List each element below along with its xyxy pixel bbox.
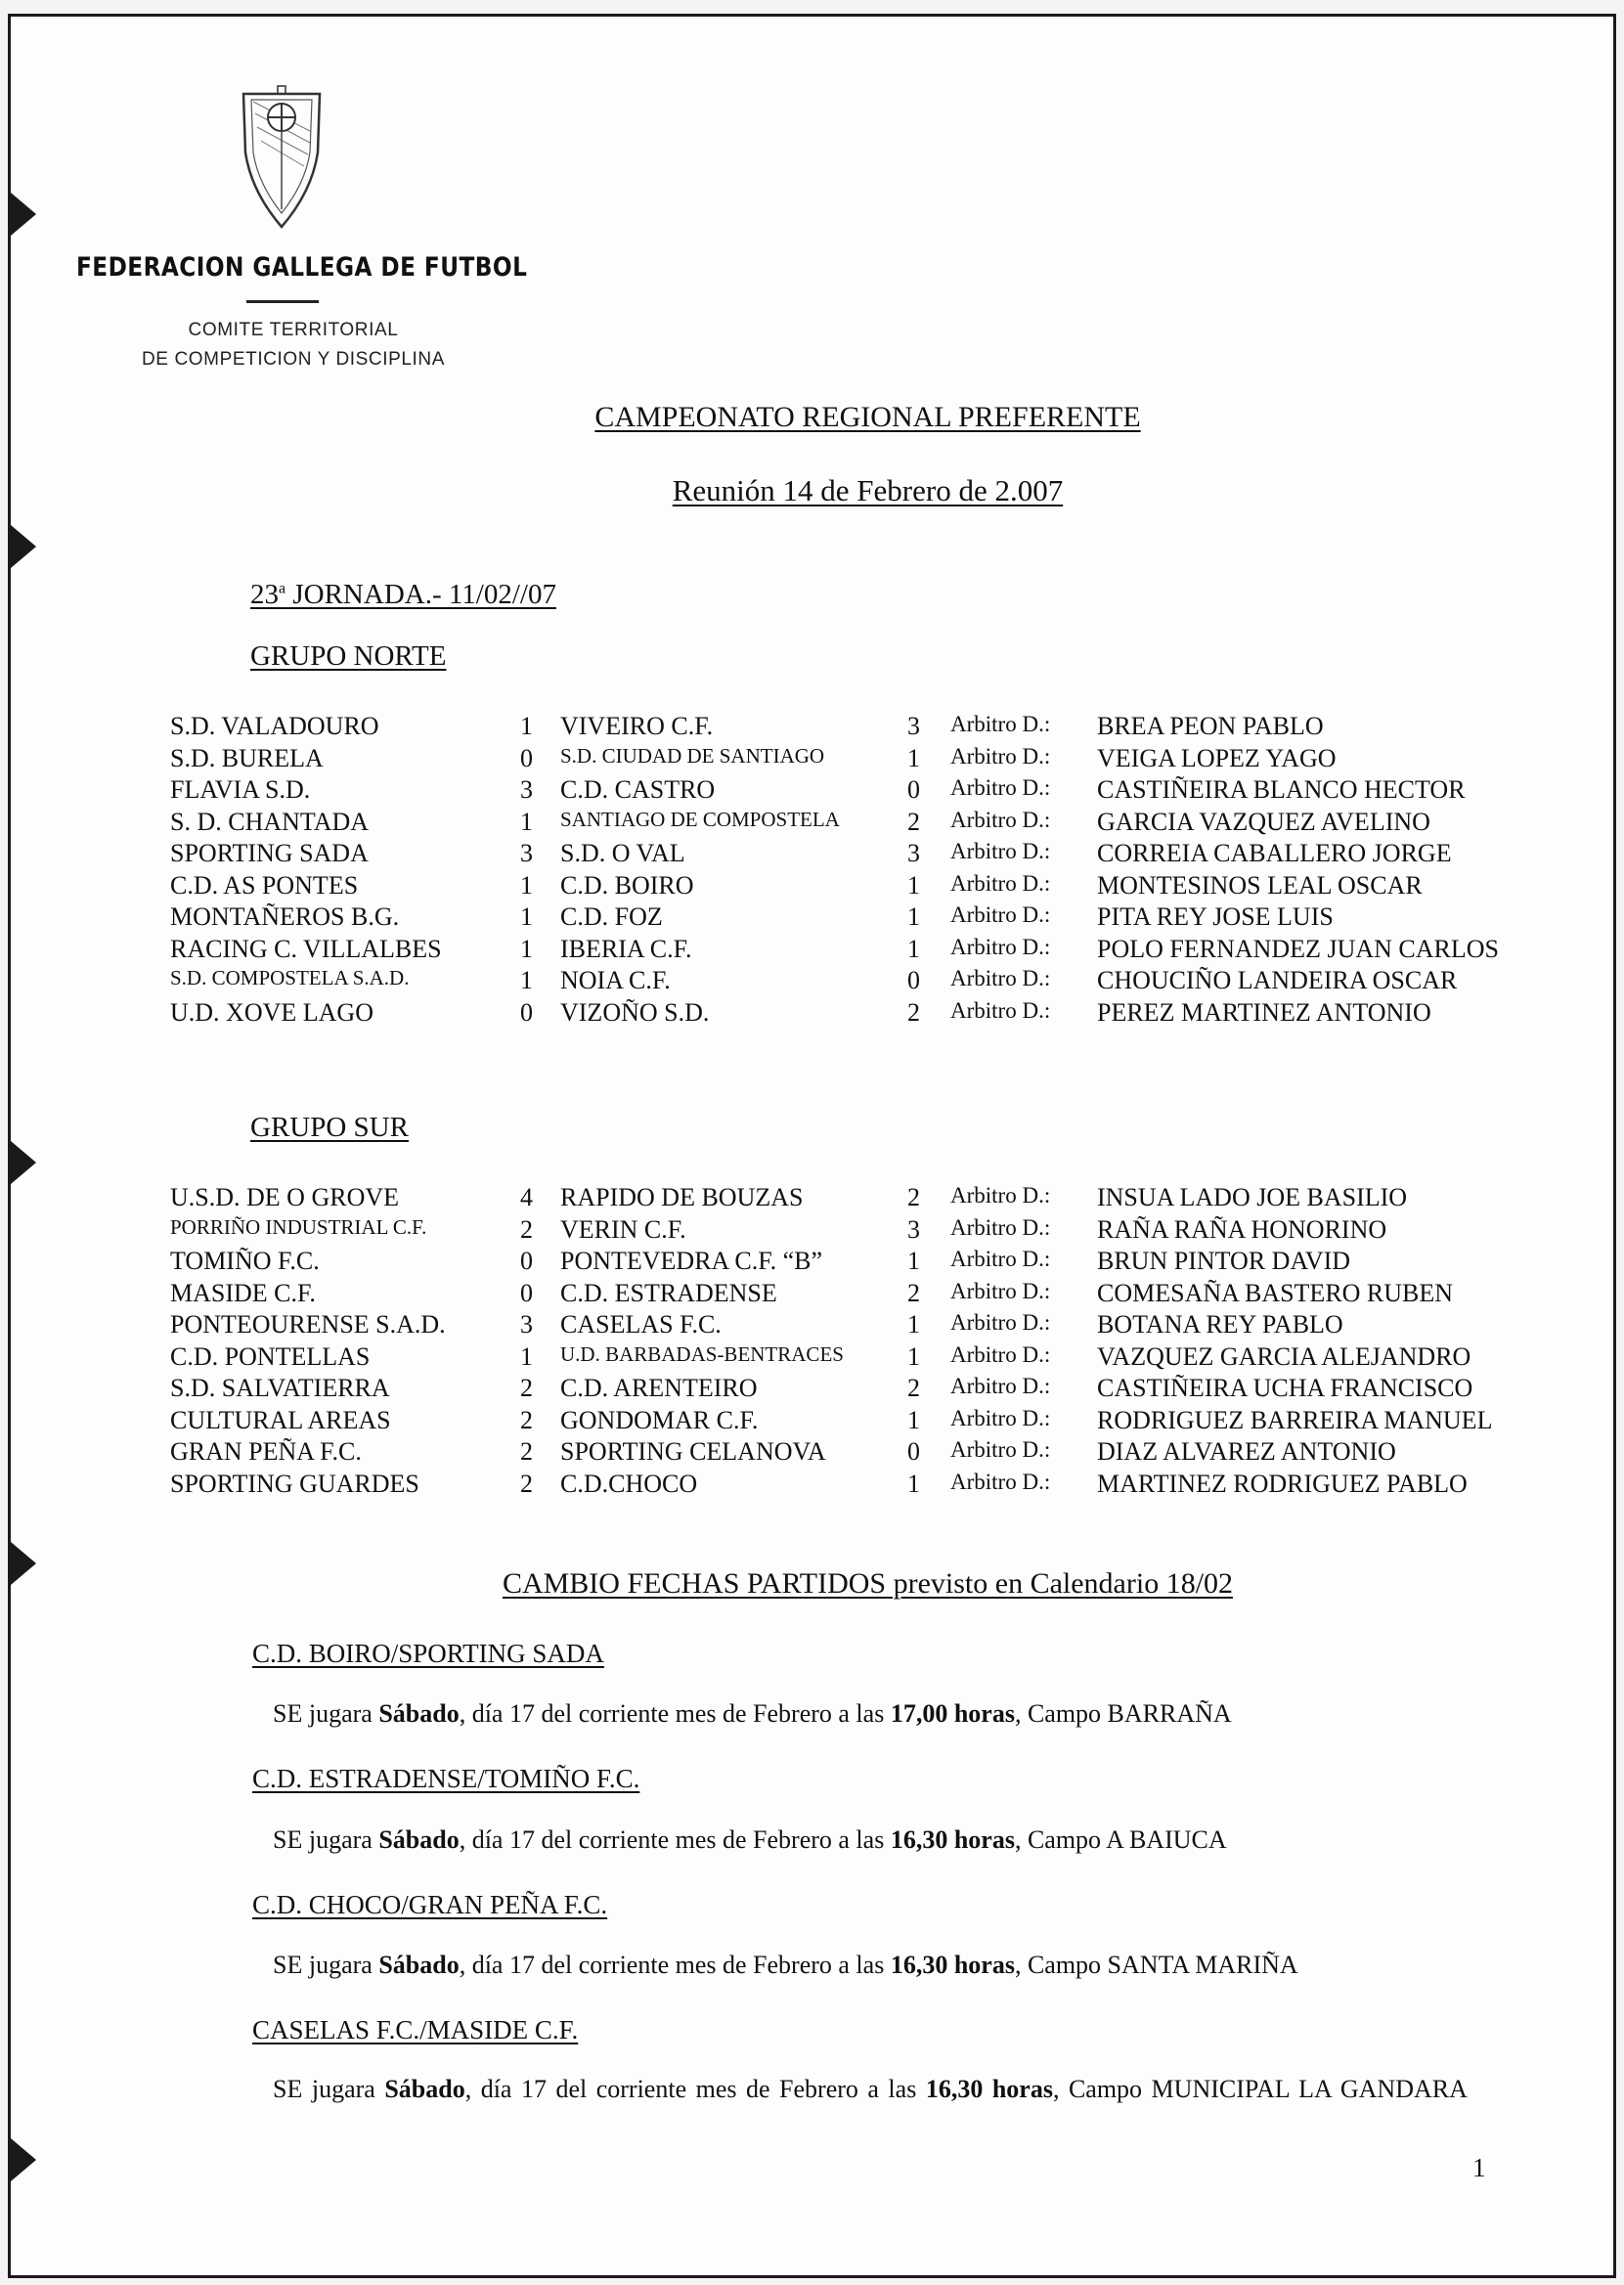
away-score: 1 <box>907 1470 920 1498</box>
match-row <box>0 744 1603 775</box>
home-score: 0 <box>520 998 533 1027</box>
away-score: 1 <box>907 1342 920 1371</box>
away-score: 1 <box>907 935 920 963</box>
match-row <box>0 1247 1603 1278</box>
away-team: S.D. CIUDAD DE SANTIAGO <box>560 744 825 768</box>
change-note-time: 16,30 horas <box>890 1825 1015 1854</box>
referee-label: Arbitro D.: <box>950 871 1051 896</box>
away-score: 1 <box>907 902 920 931</box>
referee-name: CORREIA CABALLERO JORGE <box>1097 839 1452 867</box>
away-team: CASELAS F.C. <box>560 1310 722 1339</box>
change-note-mid: , día 17 del corriente mes de Febrero a las <box>459 1951 891 1979</box>
match-row <box>0 1215 1603 1247</box>
away-team: C.D. ESTRADENSE <box>560 1279 777 1307</box>
home-score: 0 <box>520 1279 533 1307</box>
match-row <box>0 1279 1603 1310</box>
away-score: 1 <box>907 1247 920 1275</box>
referee-name: GARCIA VAZQUEZ AVELINO <box>1097 808 1430 836</box>
match-row <box>0 1183 1603 1214</box>
change-note-day: Sábado <box>378 1699 460 1728</box>
match-row <box>0 998 1603 1030</box>
referee-name: BREA PEON PABLO <box>1097 712 1324 740</box>
home-score: 1 <box>520 871 533 900</box>
referee-name: DIAZ ALVAREZ ANTONIO <box>1097 1437 1396 1466</box>
referee-label: Arbitro D.: <box>950 998 1051 1023</box>
referee-label: Arbitro D.: <box>950 744 1051 769</box>
home-team: PONTEOURENSE S.A.D. <box>170 1310 446 1339</box>
away-team: VERIN C.F. <box>560 1215 686 1244</box>
away-score: 1 <box>907 1406 920 1434</box>
home-team: GRAN PEÑA F.C. <box>170 1437 362 1466</box>
change-note-pre: SE jugara <box>273 1699 379 1728</box>
home-score: 2 <box>520 1215 533 1244</box>
away-team: C.D. ARENTEIRO <box>560 1374 758 1402</box>
referee-name: MONTESINOS LEAL OSCAR <box>1097 871 1423 900</box>
away-score: 3 <box>907 712 920 740</box>
document-title: CAMPEONATO REGIONAL PREFERENTE <box>594 401 1141 433</box>
away-score: 0 <box>907 775 920 804</box>
group-heading: GRUPO NORTE <box>250 640 447 672</box>
home-score: 1 <box>520 902 533 931</box>
referee-name: CASTIÑEIRA BLANCO HECTOR <box>1097 775 1466 804</box>
change-note <box>273 1699 1232 1729</box>
away-score: 1 <box>907 744 920 772</box>
referee-name: RODRIGUEZ BARREIRA MANUEL <box>1097 1406 1493 1434</box>
change-note-time: 16,30 horas <box>890 1951 1015 1979</box>
away-team: IBERIA C.F. <box>560 935 692 963</box>
change-note <box>273 1825 1227 1855</box>
match-row <box>0 1342 1603 1374</box>
referee-label: Arbitro D.: <box>950 1310 1051 1335</box>
scan-edge-mark <box>11 1141 36 1184</box>
referee-name: CHOUCIÑO LANDEIRA OSCAR <box>1097 966 1458 994</box>
match-row <box>0 1437 1603 1469</box>
change-note-post: , Campo MUNICIPAL LA GANDARA <box>1052 2075 1468 2103</box>
match-row <box>0 902 1603 934</box>
away-score: 2 <box>907 808 920 836</box>
home-team: S.D. VALADOURO <box>170 712 379 740</box>
away-score: 3 <box>907 839 920 867</box>
changed-match-title: C.D. BOIRO/SPORTING SADA <box>252 1639 604 1668</box>
referee-name: RAÑA RAÑA HONORINO <box>1097 1215 1387 1244</box>
home-score: 3 <box>520 839 533 867</box>
home-team: TOMIÑO F.C. <box>170 1247 320 1275</box>
away-team: C.D. BOIRO <box>560 871 694 900</box>
match-row <box>0 808 1603 839</box>
referee-label: Arbitro D.: <box>950 808 1051 832</box>
away-team: GONDOMAR C.F. <box>560 1406 759 1434</box>
away-score: 1 <box>907 1310 920 1339</box>
referee-label: Arbitro D.: <box>950 775 1051 800</box>
away-team: SANTIAGO DE COMPOSTELA <box>560 808 840 831</box>
home-team: RACING C. VILLALBES <box>170 935 442 963</box>
home-team: SPORTING GUARDES <box>170 1470 419 1498</box>
change-note-mid: , día 17 del corriente mes de Febrero a las <box>459 1699 891 1728</box>
referee-label: Arbitro D.: <box>950 1342 1051 1367</box>
round-date: JORNADA.- 11/02//07 <box>285 579 556 610</box>
away-score: 1 <box>907 871 920 900</box>
home-score: 2 <box>520 1406 533 1434</box>
referee-name: BRUN PINTOR DAVID <box>1097 1247 1351 1275</box>
changed-match-title: C.D. ESTRADENSE/TOMIÑO F.C. <box>252 1764 640 1793</box>
away-score: 2 <box>907 1183 920 1211</box>
change-note-pre: SE jugara <box>273 1825 379 1854</box>
change-note-day: Sábado <box>384 2075 465 2103</box>
referee-label: Arbitro D.: <box>950 1215 1051 1240</box>
referee-label: Arbitro D.: <box>950 712 1051 736</box>
change-note-pre: SE jugara <box>273 2075 385 2103</box>
away-score: 2 <box>907 1279 920 1307</box>
round-heading <box>250 579 556 611</box>
change-note-post: , Campo A BAIUCA <box>1014 1825 1227 1854</box>
home-score: 2 <box>520 1437 533 1466</box>
home-score: 1 <box>520 712 533 740</box>
home-team: S.D. BURELA <box>170 744 324 772</box>
away-score: 2 <box>907 1374 920 1402</box>
match-row <box>0 1470 1603 1501</box>
match-row <box>0 1406 1603 1437</box>
round-number: 23 <box>250 579 279 610</box>
home-team: U.D. XOVE LAGO <box>170 998 373 1027</box>
home-team: S.D. SALVATIERRA <box>170 1374 390 1402</box>
home-team: CULTURAL AREAS <box>170 1406 391 1434</box>
home-team: S. D. CHANTADA <box>170 808 370 836</box>
referee-label: Arbitro D.: <box>950 1406 1051 1430</box>
match-row <box>0 1310 1603 1341</box>
home-score: 1 <box>520 1342 533 1371</box>
home-score: 4 <box>520 1183 533 1211</box>
changed-match-title: CASELAS F.C./MASIDE C.F. <box>252 2015 579 2044</box>
round-ordinal: a <box>279 580 286 597</box>
referee-name: PITA REY JOSE LUIS <box>1097 902 1334 931</box>
federation-name: FEDERACION GALLEGA DE FUTBOL <box>76 252 528 283</box>
home-score: 3 <box>520 1310 533 1339</box>
home-score: 2 <box>520 1470 533 1498</box>
home-team: U.S.D. DE O GROVE <box>170 1183 399 1211</box>
change-note-mid: , día 17 del corriente mes de Febrero a las <box>464 2075 926 2103</box>
federation-shield-icon <box>240 84 324 229</box>
match-row <box>0 871 1603 902</box>
change-note-day: Sábado <box>378 1825 460 1854</box>
referee-label: Arbitro D.: <box>950 935 1051 959</box>
away-team: NOIA C.F. <box>560 966 671 994</box>
changed-match-title: C.D. CHOCO/GRAN PEÑA F.C. <box>252 1890 608 1919</box>
home-score: 1 <box>520 808 533 836</box>
match-row <box>0 966 1603 997</box>
home-score: 1 <box>520 966 533 994</box>
home-score: 1 <box>520 935 533 963</box>
away-team: C.D.CHOCO <box>560 1470 698 1498</box>
change-note <box>273 1951 1298 1980</box>
referee-name: INSUA LADO JOE BASILIO <box>1097 1183 1408 1211</box>
divider <box>246 300 319 303</box>
scan-edge-mark <box>11 525 36 568</box>
away-team: U.D. BARBADAS-BENTRACES <box>560 1342 844 1366</box>
match-row <box>0 1374 1603 1405</box>
change-note-time: 17,00 horas <box>890 1699 1015 1728</box>
change-note-pre: SE jugara <box>273 1951 379 1979</box>
home-team: S.D. COMPOSTELA S.A.D. <box>170 966 410 989</box>
home-team: MASIDE C.F. <box>170 1279 316 1307</box>
referee-label: Arbitro D.: <box>950 1247 1051 1271</box>
referee-label: Arbitro D.: <box>950 1437 1051 1462</box>
away-score: 3 <box>907 1215 920 1244</box>
referee-label: Arbitro D.: <box>950 839 1051 863</box>
changes-title: CAMBIO FECHAS PARTIDOS previsto en Calendario 18/02 <box>502 1567 1234 1600</box>
away-score: 0 <box>907 1437 920 1466</box>
committee-name <box>39 316 548 374</box>
group-heading: GRUPO SUR <box>250 1112 409 1143</box>
change-note-mid: , día 17 del corriente mes de Febrero a las <box>459 1825 891 1854</box>
home-score: 0 <box>520 1247 533 1275</box>
referee-name: VAZQUEZ GARCIA ALEJANDRO <box>1097 1342 1471 1371</box>
referee-label: Arbitro D.: <box>950 1470 1051 1494</box>
referee-name: CASTIÑEIRA UCHA FRANCISCO <box>1097 1374 1473 1402</box>
committee-line: DE COMPETICION Y DISCIPLINA <box>141 349 446 370</box>
away-team: VIZOÑO S.D. <box>560 998 710 1027</box>
home-team: C.D. PONTELLAS <box>170 1342 371 1371</box>
change-note-day: Sábado <box>378 1951 460 1979</box>
away-team: VIVEIRO C.F. <box>560 712 714 740</box>
home-team: MONTAÑEROS B.G. <box>170 902 400 931</box>
committee-line: COMITE TERRITORIAL <box>188 320 399 340</box>
change-note <box>252 2072 1486 2106</box>
home-team: C.D. AS PONTES <box>170 871 359 900</box>
home-score: 3 <box>520 775 533 804</box>
away-team: PONTEVEDRA C.F. “B” <box>560 1247 823 1275</box>
away-score: 0 <box>907 966 920 994</box>
away-team: C.D. FOZ <box>560 902 663 931</box>
referee-name: PEREZ MARTINEZ ANTONIO <box>1097 998 1431 1027</box>
referee-label: Arbitro D.: <box>950 1374 1051 1398</box>
match-row <box>0 712 1603 743</box>
away-team: C.D. CASTRO <box>560 775 716 804</box>
away-team: RAPIDO DE BOUZAS <box>560 1183 804 1211</box>
change-note-time: 16,30 horas <box>925 2075 1053 2103</box>
match-row <box>0 935 1603 966</box>
referee-name: VEIGA LOPEZ YAGO <box>1097 744 1337 772</box>
change-note-post: , Campo SANTA MARIÑA <box>1014 1951 1298 1979</box>
referee-label: Arbitro D.: <box>950 902 1051 927</box>
away-team: SPORTING CELANOVA <box>560 1437 826 1466</box>
meeting-date: Reunión 14 de Febrero de 2.007 <box>672 473 1064 507</box>
referee-label: Arbitro D.: <box>950 1279 1051 1303</box>
scan-edge-mark <box>11 193 36 236</box>
home-score: 0 <box>520 744 533 772</box>
change-note-post: , Campo BARRAÑA <box>1014 1699 1232 1728</box>
referee-label: Arbitro D.: <box>950 966 1051 990</box>
referee-name: BOTANA REY PABLO <box>1097 1310 1343 1339</box>
home-team: PORRIÑO INDUSTRIAL C.F. <box>170 1215 427 1239</box>
referee-name: POLO FERNANDEZ JUAN CARLOS <box>1097 935 1499 963</box>
away-score: 2 <box>907 998 920 1027</box>
referee-name: MARTINEZ RODRIGUEZ PABLO <box>1097 1470 1468 1498</box>
match-row <box>0 839 1603 870</box>
home-team: FLAVIA S.D. <box>170 775 311 804</box>
match-row <box>0 775 1603 807</box>
scan-edge-mark <box>11 2138 36 2181</box>
referee-name: COMESAÑA BASTERO RUBEN <box>1097 1279 1454 1307</box>
away-team: S.D. O VAL <box>560 839 685 867</box>
home-score: 2 <box>520 1374 533 1402</box>
page-number: 1 <box>1472 2153 1486 2182</box>
referee-label: Arbitro D.: <box>950 1183 1051 1208</box>
home-team: SPORTING SADA <box>170 839 369 867</box>
